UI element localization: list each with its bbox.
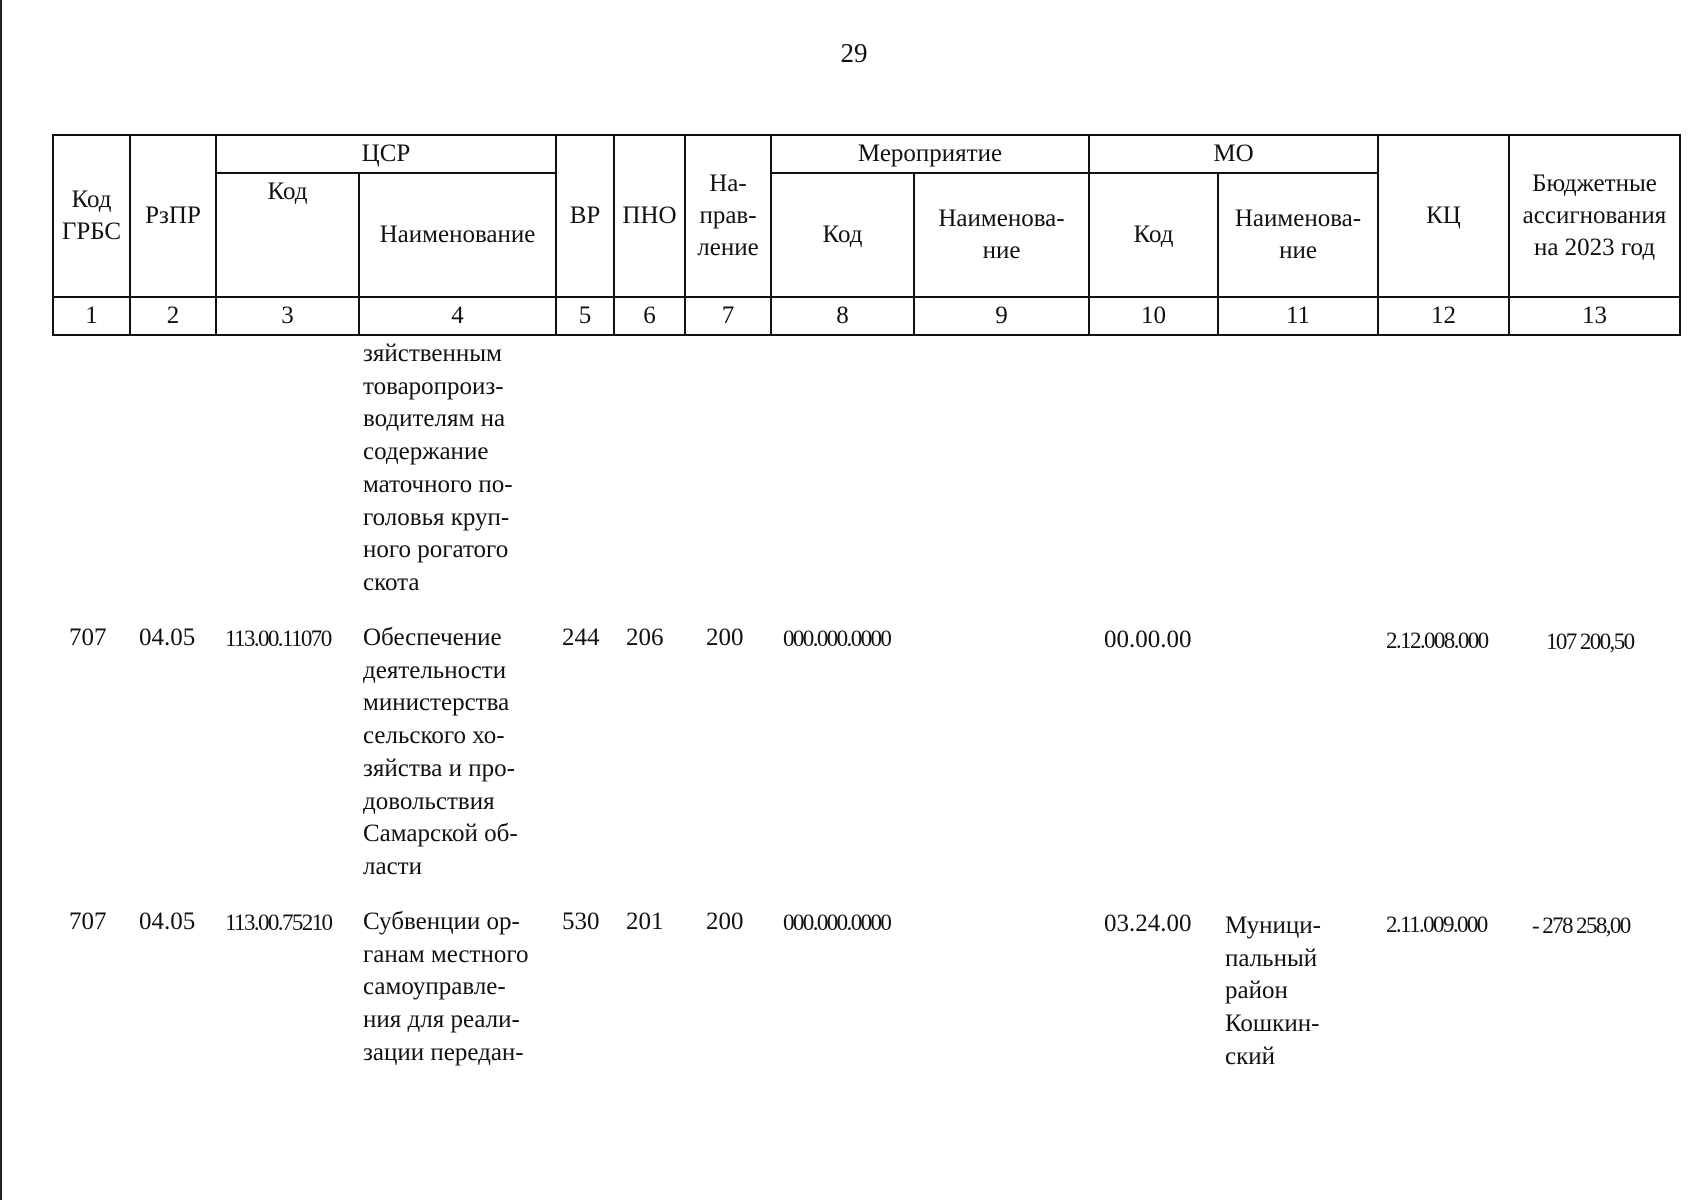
cell-kc: 2.12.008.000 <box>1386 628 1488 653</box>
text-line: довольствия <box>363 787 495 815</box>
header-mo-group: МО <box>1089 135 1378 173</box>
header-csr-group: ЦСР <box>216 135 556 173</box>
column-number: 7 <box>685 297 771 335</box>
header-csr-code: Код <box>216 173 359 297</box>
cell-budget: - 278 258,00 <box>1532 913 1630 938</box>
cell-mo-code: 03.24.00 <box>1104 910 1192 937</box>
text-line: зяйства и про- <box>363 754 515 782</box>
text-line: министерства <box>363 689 510 717</box>
cell-csr-code: 113.00.11070 <box>225 626 331 651</box>
cell-rzpr: 04.05 <box>139 908 196 935</box>
header-event-name: Наименова- ние <box>914 173 1089 297</box>
cell-direction: 200 <box>706 624 744 651</box>
text-line: Субвенции ор- <box>363 908 520 935</box>
cell-direction: 200 <box>706 908 744 935</box>
cell-rzpr: 04.05 <box>139 624 196 651</box>
cell-grbs: 707 <box>69 908 107 935</box>
cell-vr: 530 <box>562 908 600 935</box>
header-vr: ВР <box>556 135 614 297</box>
text-line: товаропроиз- <box>363 372 504 400</box>
column-number: 2 <box>130 297 216 335</box>
text-line: ганам местного <box>363 940 529 968</box>
text-line: ласти <box>363 852 422 880</box>
text-line: Кошкин- <box>1225 1010 1320 1038</box>
cell-kc: 2.11.009.000 <box>1386 912 1487 937</box>
page-number: 29 <box>840 38 868 68</box>
cell-pno: 201 <box>626 908 664 935</box>
text-line: самоуправле- <box>363 973 506 1001</box>
text-line: пальный <box>1225 944 1318 972</box>
text-line: Обеспечение <box>363 624 502 651</box>
header-pno: ПНО <box>614 135 685 297</box>
continuation-text <box>363 338 549 600</box>
text-line: ния для реали- <box>363 1006 520 1034</box>
text-line: головья круп- <box>363 503 510 531</box>
cell-mo-name <box>1225 910 1321 1074</box>
cell-csr-name <box>363 906 549 1070</box>
cell-csr-code: 113.00.75210 <box>225 910 332 935</box>
text-line: ного рогатого <box>363 536 509 564</box>
text-line: содержание <box>363 438 489 466</box>
cell-event-code: 000.000.0000 <box>783 910 891 935</box>
text-line: Муници- <box>1225 912 1321 939</box>
column-number: 13 <box>1509 297 1680 335</box>
text-line: деятельности <box>363 656 507 684</box>
column-number: 6 <box>614 297 685 335</box>
header-budget: Бюджетные ассигнования на 2023 год <box>1509 135 1680 297</box>
header-kc: КЦ <box>1378 135 1509 297</box>
text-line: маточного по- <box>363 470 513 498</box>
cell-pno: 206 <box>626 624 664 651</box>
header-grbs: Код ГРБС <box>53 135 130 297</box>
header-event-code: Код <box>771 173 914 297</box>
column-number: 9 <box>914 297 1089 335</box>
column-number: 8 <box>771 297 914 335</box>
text-line: Самарской об- <box>363 820 518 848</box>
budget-table-header <box>52 134 1681 336</box>
cell-budget: 107 200,50 <box>1546 629 1634 654</box>
text-line: скота <box>363 568 420 596</box>
column-number: 1 <box>53 297 130 335</box>
header-csr-name: Наименование <box>359 173 556 297</box>
cell-mo-code: 00.00.00 <box>1104 626 1192 653</box>
header-direction: На- прав- ление <box>685 135 771 297</box>
text-line: сельского хо- <box>363 722 505 750</box>
column-number: 10 <box>1089 297 1218 335</box>
header-event-group: Мероприятие <box>771 135 1089 173</box>
cell-grbs: 707 <box>69 624 107 651</box>
text-line: ский <box>1225 1042 1275 1070</box>
scan-left-edge <box>0 0 2 1200</box>
text-line: район <box>1225 977 1288 1005</box>
text-line: водителям на <box>363 405 506 433</box>
column-number: 4 <box>359 297 556 335</box>
cell-event-code: 000.000.0000 <box>783 626 891 651</box>
cell-csr-name <box>363 622 549 884</box>
header-rzpr: РзПР <box>130 135 216 297</box>
header-mo-code: Код <box>1089 173 1218 297</box>
column-number: 3 <box>216 297 359 335</box>
column-number: 12 <box>1378 297 1509 335</box>
column-number: 11 <box>1218 297 1378 335</box>
cell-vr: 244 <box>562 624 600 651</box>
header-mo-name: Наименова- ние <box>1218 173 1378 297</box>
text-line: зации передан- <box>363 1038 524 1066</box>
text-line: зяйственным <box>363 340 502 367</box>
column-number: 5 <box>556 297 614 335</box>
